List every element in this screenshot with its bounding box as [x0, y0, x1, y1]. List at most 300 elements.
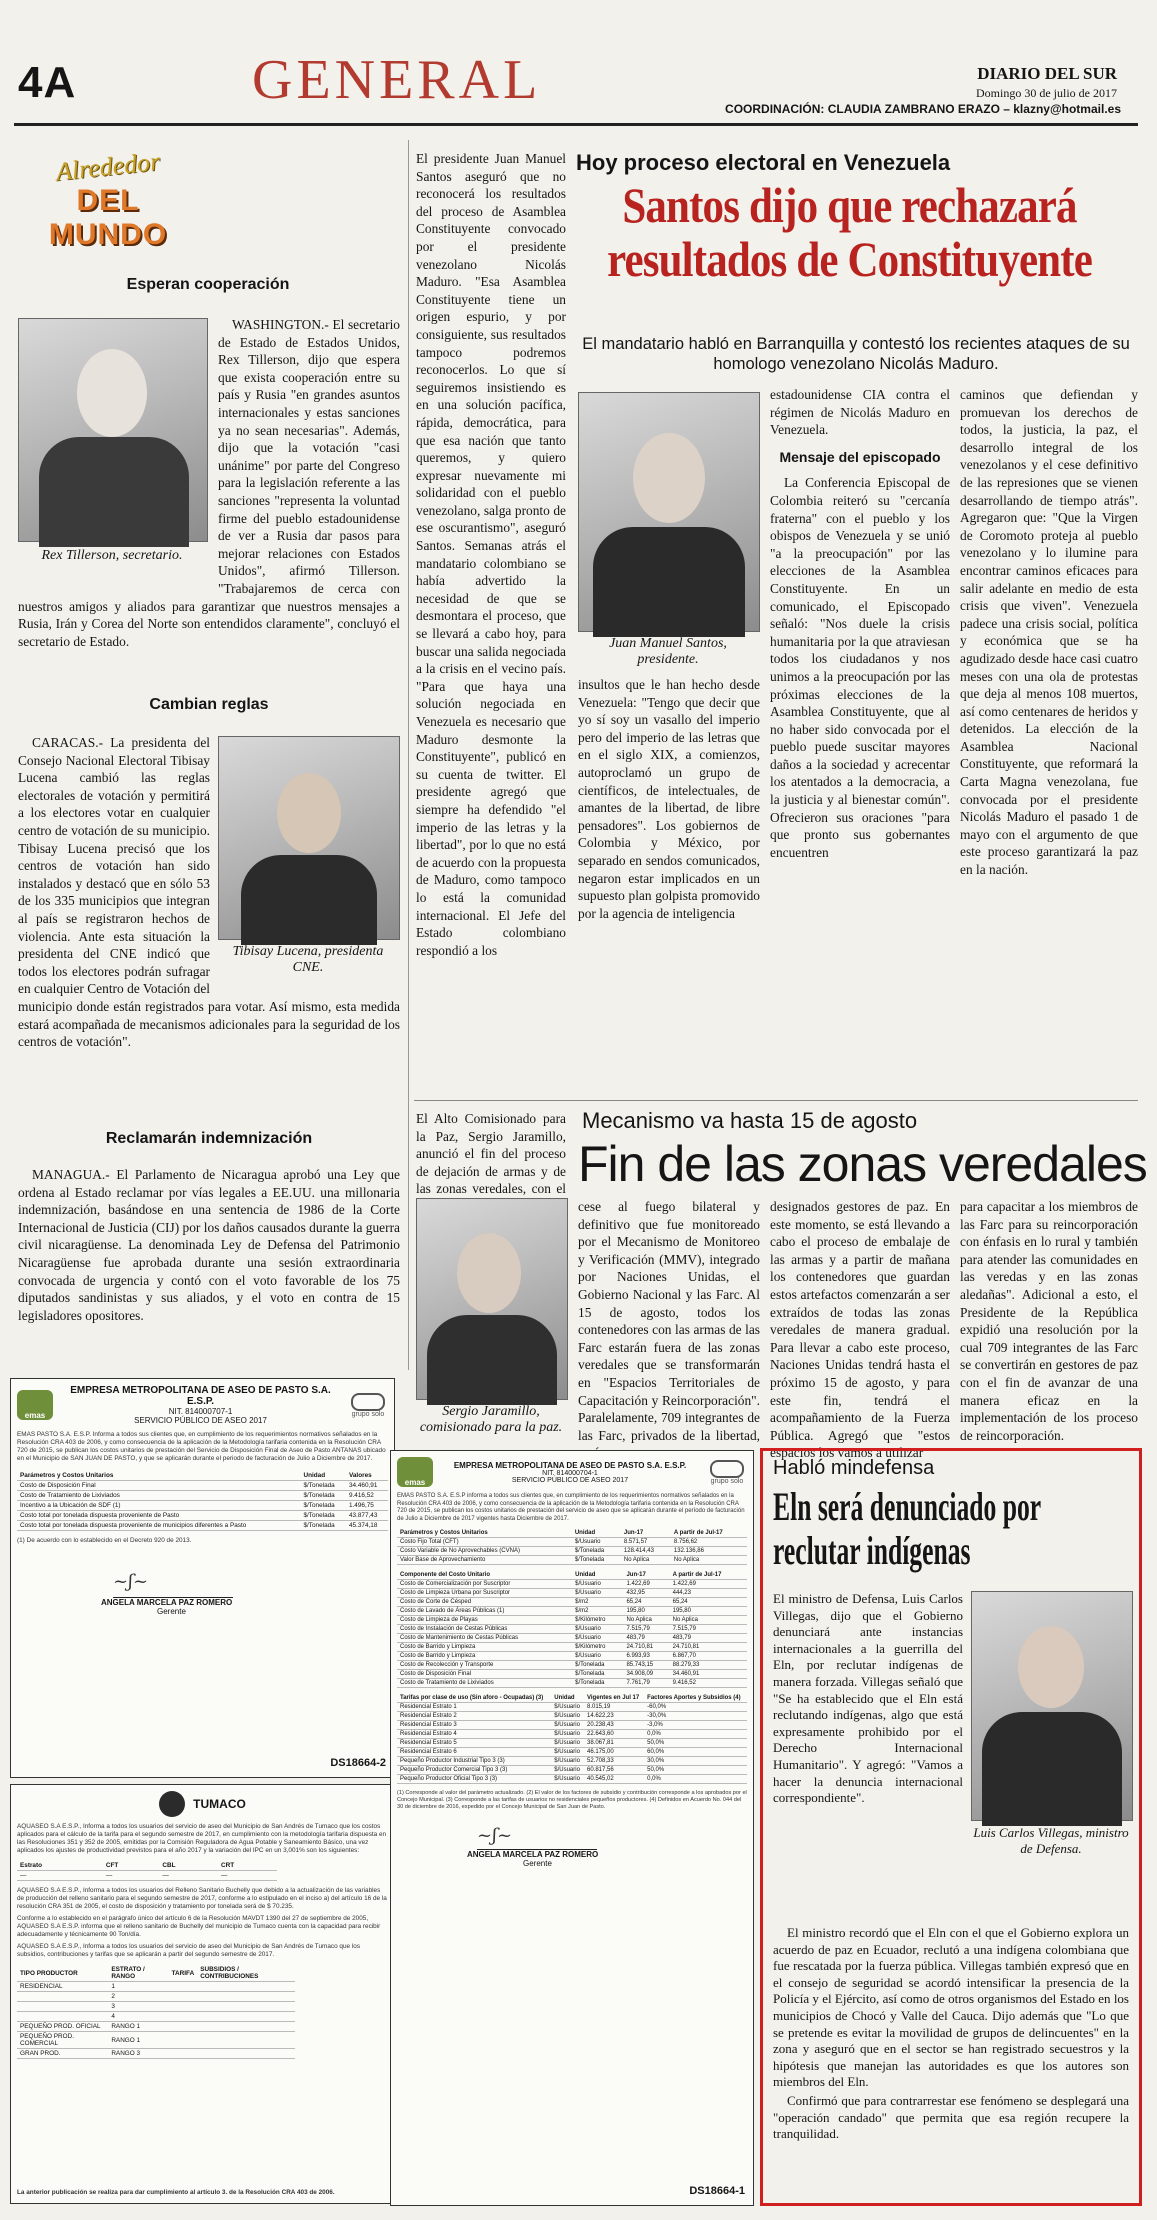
table-cell: 4	[108, 2012, 168, 2022]
table-cell	[197, 2022, 295, 2032]
grupo-solo-logo-icon	[707, 1460, 747, 1485]
signature-icon: ~ʃ~	[477, 1825, 597, 1850]
emas-ad-disposal	[10, 1378, 395, 1778]
table-header-cell: Unidad	[572, 1571, 623, 1580]
eln-headline: Eln será denunciado por reclutar indígenas	[773, 1484, 1041, 1573]
table-cell: 34.460,91	[346, 1481, 388, 1491]
table-cell	[17, 2012, 108, 2022]
table-row	[397, 1748, 747, 1757]
table-cell: Costo de Disposición Final	[17, 1481, 300, 1491]
table-cell: $/Usuario	[551, 1748, 584, 1757]
table-cell: 7.515,79	[623, 1625, 669, 1634]
table-cell: 22.643,60	[584, 1730, 644, 1739]
table-cell: 483,79	[670, 1634, 747, 1643]
table-cell: $/Usuario	[551, 1730, 584, 1739]
veredales-col2-text: cese al fuego bilateral y definitivo que fue monitoreado por el Mecanismo de Monitoreo y Verificación (MMV), integrado por Naciones Unidas, el Gobierno Nacional y las Farc. Al 15 de agosto, todos los contenedores con las armas de las Farc estarán fuera de las zonas veredales que se transformarán en "Espacios Territoriales de Capacitación y Reincorporación". Paralelamente, 709 integrantes de las Farc, privados de la libertad,	[578, 1199, 760, 1443]
portrait-head	[633, 433, 705, 523]
table-cell: Residencial Estrato 6	[397, 1748, 551, 1757]
table-row	[397, 1712, 747, 1721]
ad-paragraph: Conforme a lo establecido en el parágrafo único del artículo 6 de la Resolución MAVDT 1390 del 27 de septiembre de 2005, AQUASEO S.A E.S.P. informa que el relleno sanitario de Buchelly del municipio de Tumaco cuenta con la capacidad para recibir adecuadamente y técnicamente 90 Ton/día.	[17, 1915, 381, 1938]
table-cell: Costo de Limpieza Urbana por Suscriptor	[397, 1589, 572, 1598]
table-header-cell: Unidad	[551, 1694, 584, 1703]
table-header-cell: Jun-17	[623, 1571, 669, 1580]
table-cell: 432,95	[623, 1589, 669, 1598]
ad-code: DS18664-2	[330, 1757, 386, 1769]
table-row	[397, 1775, 747, 1784]
tillerson-caption: Rex Tillerson, secretario.	[41, 548, 183, 563]
table-cell: 24.710,81	[623, 1643, 669, 1652]
table-row	[17, 1992, 295, 2002]
portrait-head	[457, 1233, 521, 1313]
veredales-col1	[416, 1110, 566, 1197]
eln-story-box	[760, 1448, 1142, 2206]
santos-subhead: El mandatario habló en Barranquilla y contestó los recientes ataques de su homologo venezolano Nicolás Maduro.	[582, 335, 1130, 373]
table-cell: $/Kilómetro	[572, 1643, 623, 1652]
table-cell: 60,0%	[644, 1748, 747, 1757]
table-cell: 50,0%	[644, 1766, 747, 1775]
coordination-credit: COORDINACIÓN: CLAUDIA ZAMBRANO ERAZO – klazny@hotmail.es	[725, 102, 1121, 116]
story1-head: Esperan cooperación	[126, 276, 290, 293]
jaramillo-photo	[416, 1198, 568, 1400]
table-cell: 85.743,15	[623, 1661, 669, 1670]
table-header-cell: Valores	[346, 1471, 388, 1481]
section-title: GENERAL	[252, 49, 542, 111]
emas-logo-icon	[397, 1457, 433, 1487]
table-cell: PEQUEÑO PROD. COMERCIAL	[17, 2032, 108, 2049]
table-header-cell: CBL	[159, 1861, 218, 1871]
table-header-row	[17, 1861, 277, 1871]
veredales-kicker: Mecanismo va hasta 15 de agosto	[582, 1108, 918, 1133]
table-cell: No Aplica	[671, 1556, 747, 1565]
table-row	[397, 1625, 747, 1634]
table-row	[397, 1739, 747, 1748]
table-cell: Costo de Corte de Césped	[397, 1598, 572, 1607]
table-cell: $/Usuario	[551, 1739, 584, 1748]
table-cell: No Aplica	[621, 1556, 671, 1565]
table-cell: $/Usuario	[551, 1775, 584, 1784]
table-cell: 46.175,00	[584, 1748, 644, 1757]
table-header-row	[17, 1965, 295, 1982]
table-cell: 8.756,62	[671, 1538, 747, 1547]
table-header-cell: Unidad	[300, 1471, 345, 1481]
table-row	[17, 1982, 295, 1992]
table-header-cell: Componente del Costo Unitario	[397, 1571, 572, 1580]
table-cell: Residencial Estrato 4	[397, 1730, 551, 1739]
table-header-cell: Factores Aportes y Subsidios (4)	[644, 1694, 747, 1703]
table-cell: —	[218, 1871, 277, 1881]
santos-col1	[416, 150, 566, 1100]
table-cell: $/Tonelada	[572, 1670, 623, 1679]
ad-paragraph: AQUASEO S.A E.S.P., Informa a todos los usuarios del servicio de aseo del Municipio de San Andrés de Tumaco que los subsidios, contribuciones y tarifas que se aplicarán a partir del segundo semestre de 2017.	[17, 1943, 361, 1958]
story2-body	[18, 734, 400, 1120]
ad-header	[397, 1457, 747, 1487]
table-row	[17, 2032, 295, 2049]
table-cell: $/m2	[572, 1598, 623, 1607]
veredales-col2	[578, 1198, 760, 1442]
table-row	[17, 1481, 388, 1491]
table-row	[17, 1871, 277, 1881]
table-cell: 444,23	[670, 1589, 747, 1598]
table-cell	[197, 2049, 295, 2059]
table-cell: 52.708,33	[584, 1757, 644, 1766]
table-cell: Costo de Mantenimiento de Cestas Públicas	[397, 1634, 572, 1643]
table-cell	[197, 1982, 295, 1992]
table-cell: 30,0%	[644, 1757, 747, 1766]
veredales-col4-text: para capacitar a los miembros de las Farc para su reincorporación con énfasis en lo rural y también para atender las comunidades en las veredas y en las zonas aledañas". Adicional a esto, el Presidente de la República expidió una resolución por la cual 709 integrantes de las Farc se convertirán en gestores de paz con el fin de avanzar de una manera eficaz en la implementación de los proceso de reincorporación.	[960, 1199, 1138, 1443]
table-cell: 7.761,79	[623, 1679, 669, 1688]
table-header-cell: SUBSIDIOS / CONTRIBUCIONES	[197, 1965, 295, 1982]
table-cell: 3	[108, 2002, 168, 2012]
ad-service: SERVICIO PÚBLICO DE ASEO 2017	[511, 1476, 629, 1484]
story1-text: WASHINGTON.- El secretario de Estado de Estados Unidos, Rex Tillerson, dijo que espera que exista cooperación entre su país y Rusia "en grandes asuntos internacionales y estas sanciones ya no sean necesarias". Además, dijo que la votación "casi unánime" por parte del Congreso para la legislación referente a las sanciones "representa la voluntad firme del pueblo estadounidense de ver a Rusia dar pasos para mejorar relaciones con Estados Unidos", afirmó Tillerson. "Trabajaremos de cerca con nuestros amigos y aliados para garantizar que nuestros mensajes a Rusia, Irán y Corea del Norte son entendidos claramente", concluyó el secretario de Estado.	[18, 317, 400, 649]
ad-title: TUMACO	[193, 1797, 246, 1811]
table-cell: 6.867,70	[670, 1652, 747, 1661]
table-cell: RANGO 1	[108, 2032, 168, 2049]
table-cell: $/Tonelada	[300, 1481, 345, 1491]
santos-headline: Santos dijo que rechazará resultados de Constituyente	[607, 177, 1092, 287]
table-cell: $/Usuario	[551, 1766, 584, 1775]
eln-body	[773, 1925, 1129, 2193]
table-header-cell: Estrato	[17, 1861, 103, 1871]
table-cell: $/Usuario	[572, 1652, 623, 1661]
santos-col3-head: Mensaje del episcopado	[779, 448, 941, 465]
veredales-headline: Fin de las zonas veredales	[578, 1136, 1147, 1192]
table-row	[397, 1598, 747, 1607]
santos-col3-text: La Conferencia Episcopal de Colombia reiteró su "cercanía fraterna" con el pueblo y los obispos de Venezuela y se unió "a la preocupación" por las elecciones de la Asamblea Constituyente. En un comunicado, el Episcopado señaló: "Nos duele la crisis humanitaria por la que atraviesan todos los ciudadanos y nos unimos a la preocupación por las próximas elecciones de la Asamblea Constituyente, que al no haber sido convocada por el pueblo puede suscitar mayores daños a la sociedad y acrecentar los atentados a la democracia, a la justicia y al bienestar común". Ofrecieron sus oraciones "para que pronto sus gobernantes encuentren	[770, 475, 950, 860]
table-cell: 60.817,56	[584, 1766, 644, 1775]
table-header-cell: A partir de Jul-17	[671, 1529, 747, 1538]
table-cell: Costo de Lavado de Áreas Públicas (1)	[397, 1607, 572, 1616]
table-row	[397, 1661, 747, 1670]
emas-logo-text: emas	[24, 1411, 46, 1420]
table-cell: $/Usuario	[551, 1721, 584, 1730]
table-cell: GRAN PROD.	[17, 2049, 108, 2059]
table-cell: Costo Fijo Total (CFT)	[397, 1538, 572, 1547]
table-cell	[197, 2032, 295, 2049]
table-header-cell: A partir de Jul-17	[670, 1571, 747, 1580]
table-cell: 1.422,69	[670, 1580, 747, 1589]
table-cell: RANGO 3	[108, 2049, 168, 2059]
mundo-logo-bottom: DEL MUNDO	[48, 184, 168, 251]
table-cell	[197, 2002, 295, 2012]
story2-text: CARACAS.- La presidenta del Consejo Nacional Electoral Tibisay Lucena cambió las reglas electorales de votación y permitirá a los electores votar en cualquier centro de votación de su municipio. Tibisay Lucena precisó que los centros de votación han sido instalados y destacó que en sólo 53 de los 335 municipios que integran al país se registraron hechos de violencia. Ante esta situación la presidenta del CNE indicó que todos los electores podrán sufragar en cualquier Centro de Votación del municipio donde están registrados para votar. Así mismo, esta medida estará acompañada de mecanismos adicionales para la seguridad de los centros de votación".	[18, 735, 400, 1050]
ad-note: (1) De acuerdo con lo establecido en el Decreto 920 de 2013.	[17, 1537, 192, 1544]
table-cell: 483,79	[623, 1634, 669, 1643]
table-header-cell: Unidad	[572, 1529, 621, 1538]
table-cell	[197, 2012, 295, 2022]
table-cell: 38.067,81	[584, 1739, 644, 1748]
table-cell: $/Usuario	[572, 1634, 623, 1643]
table-cell: Costo Variable de No Aprovechables (CVNA)	[397, 1547, 572, 1556]
table-cell: 14.622,23	[584, 1712, 644, 1721]
portrait-body	[593, 527, 745, 637]
ad-nit: NIT. 814000704-1	[542, 1469, 598, 1477]
table-cell: Costo de Barrido y Limpieza	[397, 1643, 572, 1652]
table-cell: $/m2	[572, 1607, 623, 1616]
ad-intro: AQUASEO S.A E.S.P., Informa a todos los usuarios del servicio de aseo del Municipio de San Andrés de Tumaco que los costos aplicados para el cálculo de la tarifa para el segundo semestre de 2017, en cumplimiento con la metodología tarifaria dispuesta en las Resoluciones 351 y 352 de 2005, emitidas por la Comisión Reguladora de Agua Potable y Saneamiento Básico, una vez aplicados los ajustes de productividad previstos para el año 2017 y la variación del IPC en un 3,001% son los siguientes:	[17, 1823, 387, 1854]
santos-col4	[960, 386, 1138, 1098]
table-row	[397, 1589, 747, 1598]
ad-title: EMPRESA METROPOLITANA DE ASEO DE PASTO S.A. E.S.P.	[453, 1460, 687, 1470]
table-cell: $/Usuario	[572, 1625, 623, 1634]
eln-full-text: El ministro recordó que el Eln con el que el Gobierno explora un acuerdo de paz en Ecuador, reclutó a una indígena colombiana que fue rescatada por la fuerza pública. Villegas también expresó que en el consejo de seguridad se acordó intensificar la presencia de la Policía y el Ejército, así como de otros organismos del Estado en los municipios de Chocó y Valle del Cauca. Dijo además que "Lo que se pretende es evitar la movilidad de grupos de delincuentes" en la zona y aseguró que en el sector se han registrado secuestros y la hipótesis que manejan las autoridades es que los autores son miembros del Eln.	[773, 1925, 1129, 2090]
emas-ad-tariffs	[390, 1450, 754, 2206]
table-cell: No Aplica	[670, 1616, 747, 1625]
table-row	[17, 1491, 388, 1501]
table-cell: 40.545,02	[584, 1775, 644, 1784]
table-cell: 65,24	[623, 1598, 669, 1607]
ad-table-components	[397, 1571, 747, 1688]
table-cell: $/Tonelada	[572, 1661, 623, 1670]
ad-role: Gerente	[523, 1859, 552, 1868]
santos-col2	[578, 676, 760, 1096]
ad-role: Gerente	[157, 1607, 186, 1616]
ad-title: EMPRESA METROPOLITANA DE ASEO DE PASTO S.A. E.S.P.	[70, 1385, 331, 1407]
santos-col3	[770, 386, 950, 1098]
table-row	[17, 2012, 295, 2022]
table-cell: 132.136,86	[671, 1547, 747, 1556]
table-cell: 43.877,43	[346, 1511, 388, 1521]
table-row	[397, 1670, 747, 1679]
ad-table-params	[397, 1529, 747, 1565]
veredales-col1-text: El Alto Comisionado para la Paz, Sergio Jaramillo, anunció el fin del proceso de dejación de armas y de las zonas veredales, con el	[416, 1111, 566, 1197]
table-cell: 9.416,52	[346, 1491, 388, 1501]
table-cell: $/Tonelada	[572, 1556, 621, 1565]
santos-col4-text: caminos que defiendan y promuevan los derechos de todos, la justicia, la paz, el desarrollo integral de los venezolanos y el cese definitivo de las represiones que se vienen desarrollando de tiempo atrás". Agregaron que: "Que la Virgen de Coromoto proteja al pueblo venezolano y lo ilumine para encontrar caminos eficaces para salir adelante en medio de esta crisis que viven". Venezuela padece una crisis social, política y económica que se ha agudizado desde hace casi cuatro meses con una ola de protestas que deja al menos 108 muertos, así como centenares de heridos y detenidos. La elección de la Asamblea Nacional Constituyente, que reformará la Carta Magna venezolana, fue convocada por el presidente Nicolás Maduro el pasado 1 de mayo con el argumento de que este proceso garantizará la paz en la nación.	[960, 387, 1138, 878]
grupo-solo-logo-icon	[348, 1393, 388, 1418]
table-cell: No Aplica	[623, 1616, 669, 1625]
table-header-cell: Jun-17	[621, 1529, 671, 1538]
table-cell: 34.908,09	[623, 1670, 669, 1679]
table-cell	[169, 2032, 198, 2049]
page-number: 4A	[18, 58, 77, 107]
table-cell: 8.015,19	[584, 1703, 644, 1712]
ad-footer: La anterior publicación se realiza para dar cumplimiento al artículo 3. de la Resolución CRA 403 de 2006.	[17, 2189, 335, 2196]
table-cell: 1.496,75	[346, 1501, 388, 1511]
table-row	[397, 1607, 747, 1616]
table-cell: 65,24	[670, 1598, 747, 1607]
santos-col2-text: insultos que le han hecho desde Venezuela: "Tengo que decir que yo sí soy un vasallo del imperio pero del imperio de las letras que en el siglo XIX, a comienzos, autoproclamó un grupo de científicos, de intelectuales, de amantes de la libertad, de libre pensadores". Los gobiernos de Colombia y México, por separado en sendos comunicados, negaron estar implicados en un supuesto plan golpista promovido por la agencia de inteligencia	[578, 677, 760, 921]
table-header-row	[397, 1694, 747, 1703]
table-cell	[169, 1992, 198, 2002]
ad-table	[17, 1471, 388, 1531]
ad-header	[17, 1385, 388, 1425]
table-cell: $/Tonelada	[300, 1521, 345, 1531]
ad-paragraph: AQUASEO S.A E.S.P., Informa a todos los usuarios del Relleno Sanitario Buchelly que debido a la actualización de las variables de producción del relleno sanitario para el segundo semestre de 2017, conforme a lo estipulado en el inciso a) del artículo 16 de la resolución CRA 351 de 2005, el costo de disposición y tratamiento por tonelada será de $ 70.235.	[17, 1887, 387, 1910]
table-cell: 8.571,57	[621, 1538, 671, 1547]
table-cell: 1.422,69	[623, 1580, 669, 1589]
table-header-cell: CFT	[103, 1861, 159, 1871]
table-cell: Pequeño Productor Oficial Tipo 3 (3)	[397, 1775, 551, 1784]
table-row	[17, 1501, 388, 1511]
ad-title-block	[439, 1461, 701, 1484]
table-row	[397, 1766, 747, 1775]
table-cell: Residencial Estrato 3	[397, 1721, 551, 1730]
column-rule	[408, 140, 409, 1370]
table-cell: 6.993,93	[623, 1652, 669, 1661]
newspaper-name: DIARIO DEL SUR	[977, 64, 1117, 83]
table-cell: $/Tonelada	[572, 1547, 621, 1556]
table-cell: $/Tonelada	[300, 1511, 345, 1521]
table-row	[397, 1538, 747, 1547]
table-row	[397, 1616, 747, 1625]
table-cell: 24.710,81	[670, 1643, 747, 1652]
table-cell: Costo de Barrido y Limpieza	[397, 1652, 572, 1661]
table-header-cell: CRT	[218, 1861, 277, 1871]
table-cell: $/Tonelada	[300, 1491, 345, 1501]
table-cell: $/Tonelada	[572, 1679, 623, 1688]
table-cell: 0,0%	[644, 1730, 747, 1739]
ad-table-tariffs	[397, 1694, 747, 1784]
table-header-cell: Vigentes en Jul 17	[584, 1694, 644, 1703]
table-header-cell: Tarifas por clase de uso (Sin aforo - Ocupadas) (3)	[397, 1694, 551, 1703]
eln-col1-text: El ministro de Defensa, Luis Carlos Villegas, dijo que el Gobierno denunciará ante instancias internacionales a la guerrilla del Eln, por reclutar indígenas de manera forzada. Villegas señaló que "Se ha establecido que el Eln está reclutando indígenas, algo que está expresamente prohibido por el Derecho Internacional Humanitario". Y agregó: "Vamos a hacer la denuncia internacional correspondiente".	[773, 1591, 963, 1806]
story3-text: MANAGUA.- El Parlamento de Nicaragua aprobó una Ley que ordena al Estado reclamar por vías legales a EE.UU. una millonaria indemnización, basándose en una sentencia de 1986 de la Corte Internacional de Justicia (CIJ) por los daños causados durante la guerra civil nicaragüense. La denominada Ley de Defensa del Patrimonio Nicaragüense fue aprobada durante una sesión extraordinaria convocada de urgencia y contó con el voto favorable de los 75 diputados sandinistas y sus aliados, y el voto en contra de 15 legisladores opositores.	[18, 1167, 400, 1323]
table-header-cell: Parámetros y Costos Unitarios	[397, 1529, 572, 1538]
veredales-col3	[770, 1198, 950, 1461]
table-cell: $/Usuario	[572, 1580, 623, 1589]
table-row	[397, 1643, 747, 1652]
villegas-photo	[971, 1591, 1133, 1821]
table-header-cell: Parámetros y Costos Unitarios	[17, 1471, 300, 1481]
jaramillo-caption: Sergio Jaramillo, comisionado para la paz.	[419, 1404, 563, 1435]
table-cell	[197, 1992, 295, 2002]
ad-intro: EMAS PASTO S.A. E.S.P informa a todos sus clientes que, en cumplimiento de los requerimientos normativos señalados en la Resolución CRA 403 de 2006, y como consecuencia de la aplicación de la Metodología tarifaria contenida en la Resolución CRA 720 de 2015, se publican los costos unitarios de prestación del servicio de aseo que se aplicarán durante el período de facturación de Julio a Diciembre de 2017 vigentes hasta Diciembre de 2017.	[397, 1493, 745, 1522]
table-cell: $/Usuario	[572, 1538, 621, 1547]
emas-logo-text: emas	[404, 1478, 426, 1487]
aquaseo-tumaco-ad	[10, 1784, 395, 2204]
table-cell: -60,0%	[644, 1703, 747, 1712]
table-cell: -3,0%	[644, 1721, 747, 1730]
table-header-cell: TARIFA	[169, 1965, 198, 1982]
santos-photo	[578, 392, 760, 632]
table-row	[17, 2049, 295, 2059]
ad-table	[17, 1861, 277, 1881]
table-cell: Costo de Tratamiento de Lixiviados	[17, 1491, 300, 1501]
ad-service: SERVICIO PÚBLICO DE ASEO 2017	[134, 1416, 267, 1425]
eln-close-text: Confirmó que para contrarrestar ese fenómeno se desplegará una "operación candado" que permita que esa región recupere la tranquilidad.	[773, 2092, 1129, 2142]
story2-head: Cambian reglas	[149, 696, 269, 713]
table-cell: —	[17, 1871, 103, 1881]
partner-name: grupo solo	[351, 1410, 385, 1418]
table-cell: Pequeño Productor Industrial Tipo 3 (3)	[397, 1757, 551, 1766]
ad-title-block	[59, 1385, 342, 1425]
table-row	[397, 1580, 747, 1589]
table-cell: Costo de Comercialización por Suscriptor	[397, 1580, 572, 1589]
table-cell: Costo total por tonelada dispuesta proveniente de Pasto	[17, 1511, 300, 1521]
table-cell: 9.416,52	[670, 1679, 747, 1688]
santos-caption: Juan Manuel Santos, presidente.	[609, 636, 727, 667]
table-row	[397, 1721, 747, 1730]
table-cell: PEQUEÑO PROD. OFICIAL	[17, 2022, 108, 2032]
table-cell	[169, 1982, 198, 1992]
table-row	[17, 2022, 295, 2032]
veredales-col3-text: designados gestores de paz. En este momento, se está llevando a cabo el proceso de embalaje de las armas y a partir de mañana los contenedores que guardan estos artefactos comenzarán a ser extraídos de todas las zonas veredales de manera gradual. Para llevar a cabo este proceso, Naciones Unidas tendrá hasta el próximo 15 de agosto, y para este fin, tendrá el acompañamiento de la Fuerza Pública. Agregó que "estos espacios los vamos a utilizar	[770, 1199, 950, 1461]
table-cell: 0,0%	[644, 1775, 747, 1784]
table-row	[17, 1521, 388, 1531]
ad-header	[17, 1791, 388, 1817]
tumaco-logo-icon	[159, 1791, 185, 1817]
table-row	[397, 1556, 747, 1565]
table-cell: $/Tonelada	[300, 1501, 345, 1511]
mundo-logo-top: Alrededor	[54, 146, 162, 187]
table-cell: Residencial Estrato 5	[397, 1739, 551, 1748]
ad-signer: ANGELA MARCELA PAZ ROMERO	[467, 1850, 599, 1859]
mundo-logo	[18, 146, 198, 251]
table-cell: Valor Base de Aprovechamiento	[397, 1556, 572, 1565]
table-row	[17, 2002, 295, 2012]
signature-icon: ~ʃ~	[113, 1571, 233, 1598]
story3-body	[18, 1166, 400, 1366]
eln-kicker: Habló mindefensa	[773, 1457, 935, 1479]
portrait-body	[982, 1712, 1122, 1826]
santos-col1-text: El presidente Juan Manuel Santos aseguró que no reconocerá los resultados del proceso de Asamblea Constituyente convocado por el presidente venezolano Nicolás Maduro. "Esa Asamblea Constituyente tiene un origen espurio, y por consiguiente, sus resultados tampoco podremos reconocerlos. Lo que sí seguiremos insistiendo es en una solución pacífica, rápida, democrática, para que esa nación que tanto queremos, y quiero expresar nuevamente mi solidaridad con el pueblo venezolano, salga pronto de ese oscurantismo", aseguró Santos. Semanas atrás el mandatario colombiano se había advertido la necesidad de que se desmontara el proceso, que se llevará a cabo hoy, para buscar una salida negociada a la crisis en el vecino país. "Para que haya una solución negociada en Venezuela es necesario que Maduro desmonte la Constituyente", publicó en su cuenta de twitter. El presidente agregó que siempre ha defendido "el imperio de las letras y la libertad", por lo que no está de acuerdo con la propuesta de Maduro, como tampoco lo está la comunidad internacional. El Jefe del Estado colombiano respondió a los	[416, 151, 566, 958]
table-cell: 20.238,43	[584, 1721, 644, 1730]
table-row	[397, 1634, 747, 1643]
table-cell: $/Usuario	[551, 1703, 584, 1712]
table-cell: Costo de Tratamiento de Lixiviados	[397, 1679, 572, 1688]
table-cell: 88.279,33	[670, 1661, 747, 1670]
table-cell	[169, 2049, 198, 2059]
table-cell	[169, 2012, 198, 2022]
table-row	[397, 1652, 747, 1661]
ad-nit: NIT. 814000707-1	[168, 1407, 233, 1416]
table-row	[397, 1730, 747, 1739]
table-cell: -30,0%	[644, 1712, 747, 1721]
table-cell: Pequeño Productor Comercial Tipo 3 (3)	[397, 1766, 551, 1775]
table-header-cell: ESTRATO / RANGO	[108, 1965, 168, 1982]
table-cell: 45.374,18	[346, 1521, 388, 1531]
table-cell: —	[159, 1871, 218, 1881]
table-cell: Costo de Instalación de Cestas Públicas	[397, 1625, 572, 1634]
float-spacer	[210, 734, 400, 982]
ad-signer: ANGELA MARCELA PAZ ROMERO	[101, 1598, 233, 1607]
table-cell: 2	[108, 1992, 168, 2002]
table-cell: Residencial Estrato 1	[397, 1703, 551, 1712]
table-cell: 50,0%	[644, 1739, 747, 1748]
table-cell	[169, 2022, 198, 2032]
table-cell	[17, 2002, 108, 2012]
table-cell: 128.414,43	[621, 1547, 671, 1556]
section-rule	[414, 1100, 1138, 1101]
ad-intro: EMAS PASTO S.A. E.S.P. Informa a todos sus clientes que, en cumplimiento de los requerimientos normativos señalados en la Resolución CRA 403 de 2006, y como consecuencia de la aplicación de la Metodología tarifaria contenida en la Resolución CRA 720 de 2015, se publican los costos unitarios de prestación del Servicio de Disposición Final de Aseo de Pasto ANTANAS ubicado en el Municipio de SAN JUAN DE PASTO, y que se aplicarán durante el periodo de facturación de Julio a Diciembre de 2017.	[17, 1431, 386, 1462]
table-cell: Costo de Recolección y Transporte	[397, 1661, 572, 1670]
table-cell: $/Usuario	[572, 1589, 623, 1598]
table-cell	[169, 2002, 198, 2012]
santos-kicker: Hoy proceso electoral en Venezuela	[576, 150, 951, 175]
eln-col1	[773, 1591, 963, 1921]
story3-head: Reclamarán indemnización	[105, 1130, 313, 1147]
table-cell: 195,80	[670, 1607, 747, 1616]
portrait-head	[1018, 1626, 1084, 1708]
table-cell: RESIDENCIAL	[17, 1982, 108, 1992]
table-cell: 34.460,91	[670, 1670, 747, 1679]
villegas-caption: Luis Carlos Villegas, ministro de Defensa.	[973, 1825, 1129, 1856]
table-row	[17, 1511, 388, 1521]
table-cell: RANGO 1	[108, 2022, 168, 2032]
table-header-row	[17, 1471, 388, 1481]
ad-table	[17, 1965, 295, 2059]
table-cell: Incentivo a la Ubicación de SDF (1)	[17, 1501, 300, 1511]
table-cell: Costo de Limpieza de Playas	[397, 1616, 572, 1625]
table-cell: $/Usuario	[551, 1712, 584, 1721]
table-row	[397, 1757, 747, 1766]
table-cell: —	[103, 1871, 159, 1881]
portrait-body	[427, 1315, 557, 1405]
story1-body	[18, 316, 400, 688]
table-row	[397, 1703, 747, 1712]
table-header-row	[397, 1571, 747, 1580]
